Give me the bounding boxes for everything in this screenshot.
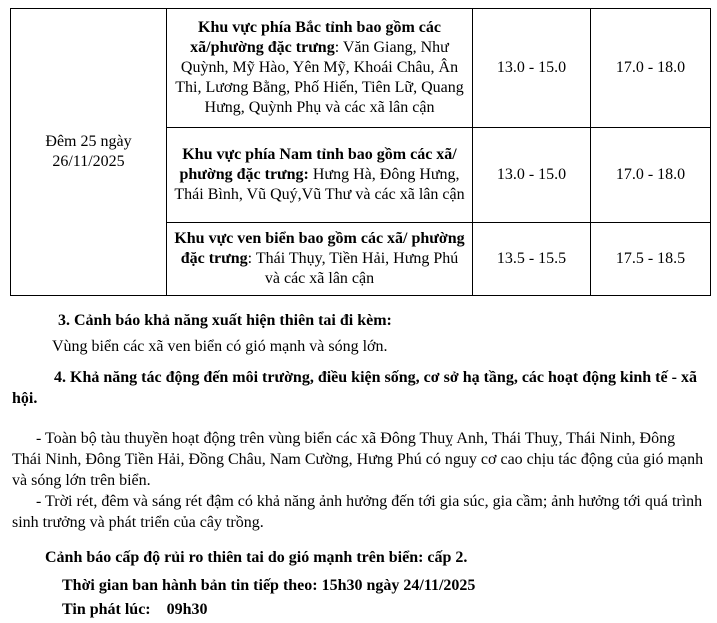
table-row (11, 9, 711, 128)
section3-text: Vùng biển các xã ven biển có gió mạnh và sóng lớn. (52, 338, 388, 355)
area-bold-text: Khu vực phía Bắc tỉnh bao gồm các xã/phường đặc trưng (190, 19, 441, 56)
section4-heading: 4. Khả năng tác động đến môi trường, điều kiện sống, cơ sở hạ tầng, các hoạt động kinh tế - xã hội. (12, 369, 697, 407)
forecast-table (10, 8, 711, 296)
range2-cell: 17.0 - 18.0 (591, 128, 711, 223)
section4-bullet-1: - Toàn bộ tàu thuyền hoạt động trên vùng biển các xã Đông Thuỵ Anh, Thái Thuỵ, Thái Ninh, Đông Thái Ninh, Đông Tiền Hải, Đồng Châu, Nam Cường, Hưng Phú có nguy cơ cao chịu tác động của gió mạnh và sóng lớn trên biển. (12, 430, 704, 489)
time-label-line2: 26/11/2025 (52, 153, 125, 170)
area-bold-text: Khu vực ven biển bao gồm các xã/ phường đặc trưng (174, 230, 465, 267)
range2-cell: 17.0 - 18.0 (591, 9, 711, 128)
next-bulletin: Thời gian ban hành bản tin tiếp theo: 15h30 ngày 24/11/2025 (62, 577, 476, 594)
range2-cell: 17.5 - 18.5 (591, 223, 711, 296)
range1-cell: 13.5 - 15.5 (473, 223, 591, 296)
area-text: Hưng Hà, Đông Hưng, Thái Bình, Vũ Quý,Vũ Thư và các xã lân cận (174, 166, 465, 203)
area-text: : Thái Thụy, Tiền Hải, Hưng Phú và các xã lân cận (247, 250, 459, 287)
area-cell (167, 9, 473, 128)
section3-heading: 3. Cảnh báo khả năng xuất hiện thiên tai đi kèm: (58, 312, 392, 329)
issue-time (62, 600, 208, 620)
area-text: : Văn Giang, Như Quỳnh, Mỹ Hào, Yên Mỹ, Khoái Châu, Ân Thi, Lương Bằng, Phố Hiến, Tiên Lữ, Quang Hưng, Quỳnh Phụ và các xã lân cận (175, 39, 464, 116)
range1-cell: 13.0 - 15.0 (473, 9, 591, 128)
section4-bullet-2: - Trời rét, đêm và sáng rét đậm có khả năng ảnh hưởng đến tới gia súc, gia cầm; ảnh hưởng tới quá trình sinh trưởng và phát triển của cây trồng. (12, 493, 703, 531)
area-cell (167, 128, 473, 223)
time-cell (11, 9, 167, 296)
warning-level: Cảnh báo cấp độ rủi ro thiên tai do gió mạnh trên biển: cấp 2. (45, 549, 468, 566)
issue-time-label: Tin phát lúc: (62, 601, 151, 618)
time-label-line1: Đêm 25 ngày (45, 133, 132, 150)
area-cell (167, 223, 473, 296)
range1-cell: 13.0 - 15.0 (473, 128, 591, 223)
issue-time-value: 09h30 (166, 601, 208, 618)
area-bold-text: Khu vực phía Nam tỉnh bao gồm các xã/ phường đặc trưng: (179, 146, 457, 183)
